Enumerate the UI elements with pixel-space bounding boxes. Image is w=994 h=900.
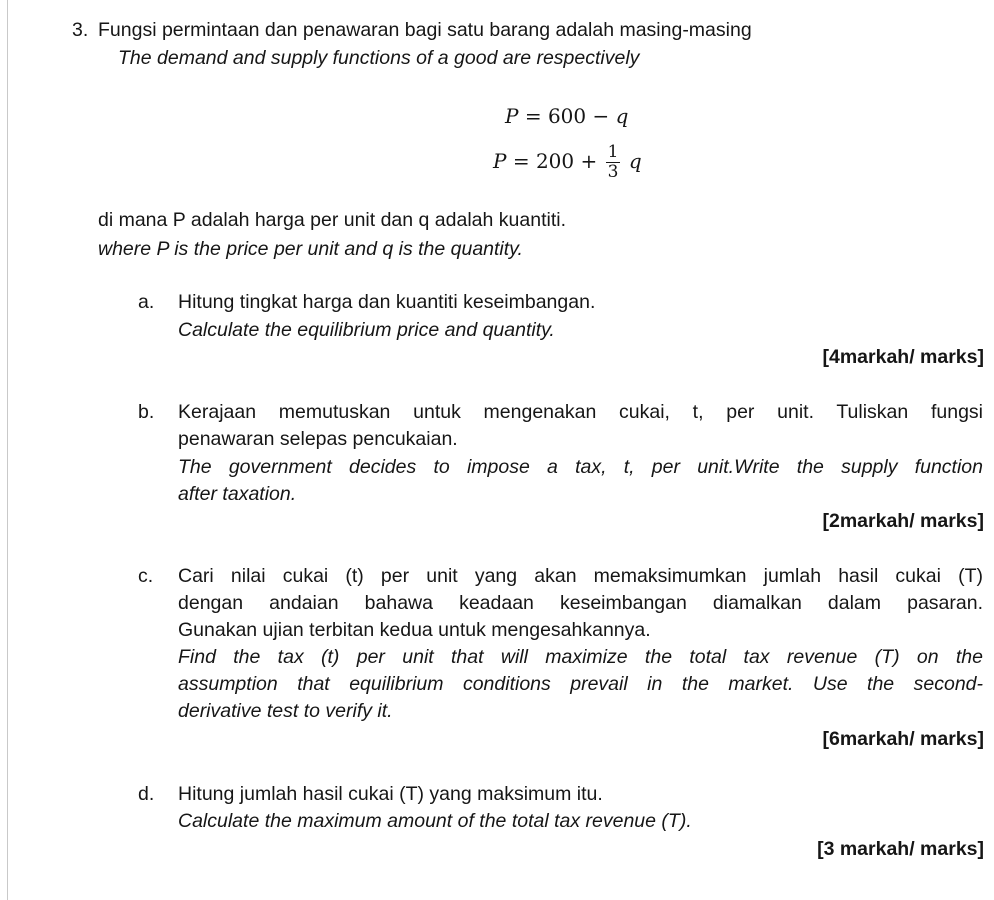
question-intro-en: The demand and supply functions of a good are respectively (118, 47, 640, 69)
supply-equation (493, 143, 642, 182)
part-b-ms-line-2: penawaran selepas pencukaian. (178, 428, 458, 450)
part-c-ms-line-1: Cari nilai cukai (t) per unit yang akan memaksimumkan jumlah hasil cukai (T) (178, 565, 983, 587)
supply-fraction (606, 143, 621, 182)
supply-lhs: P (493, 149, 507, 173)
part-c-label: c. (138, 565, 154, 587)
part-d-ms-line: Hitung jumlah hasil cukai (T) yang maksimum itu. (178, 783, 603, 805)
demand-lhs: P (505, 104, 519, 128)
part-a-label: a. (138, 291, 155, 313)
part-a-marks: [4markah/ marks] (822, 346, 984, 368)
part-c-en-line-3: derivative test to verify it. (178, 700, 393, 722)
supply-variable: q (628, 149, 642, 173)
part-d-marks: [3 markah/ marks] (817, 838, 984, 860)
part-c-marks: [6markah/ marks] (822, 728, 984, 750)
page-left-border (7, 0, 8, 900)
question-intro-ms: Fungsi permintaan dan penawaran bagi satu barang adalah masing-masing (98, 19, 752, 41)
part-c-ms-line-3: Gunakan ujian terbitan kedua untuk mengesahkannya. (178, 619, 651, 641)
part-a-ms-line: Hitung tingkat harga dan kuantiti keseimbangan. (178, 291, 596, 313)
part-b-marks: [2markah/ marks] (822, 510, 984, 532)
part-d-en-line: Calculate the maximum amount of the total tax revenue (T). (178, 810, 692, 832)
part-c-ms-line-2: dengan andaian bahawa keadaan keseimbangan diamalkan dalam pasaran. (178, 592, 983, 614)
fraction-denominator: 3 (607, 162, 619, 182)
part-c-en-line-1: Find the tax (t) per unit that will maximize the total tax revenue (T) on the (178, 646, 983, 668)
where-clause-ms: di mana P adalah harga per unit dan q adalah kuantiti. (98, 209, 566, 231)
part-a-en-line: Calculate the equilibrium price and quantity. (178, 319, 555, 341)
part-b-ms-line-1: Kerajaan memutuskan untuk mengenakan cukai, t, per unit. Tuliskan fungsi (178, 401, 983, 423)
demand-operator: − (592, 104, 610, 128)
supply-eq-sign: = (512, 149, 530, 173)
fraction-numerator: 1 (607, 142, 619, 162)
demand-constant: 600 (547, 104, 587, 128)
demand-eq-sign: = (524, 104, 542, 128)
part-d-label: d. (138, 783, 155, 805)
part-b-en-line-2: after taxation. (178, 483, 297, 505)
part-b-label: b. (138, 401, 155, 423)
supply-operator: + (580, 149, 598, 173)
demand-variable: q (615, 104, 629, 128)
demand-equation (505, 104, 628, 128)
where-clause-en: where P is the price per unit and q is the quantity. (98, 238, 523, 260)
question-number: 3. (72, 19, 89, 41)
part-b-en-line-1: The government decides to impose a tax, t, per unit.Write the supply function (178, 456, 983, 478)
supply-constant: 200 (535, 149, 575, 173)
part-c-en-line-2: assumption that equilibrium conditions prevail in the market. Use the second- (178, 673, 983, 695)
